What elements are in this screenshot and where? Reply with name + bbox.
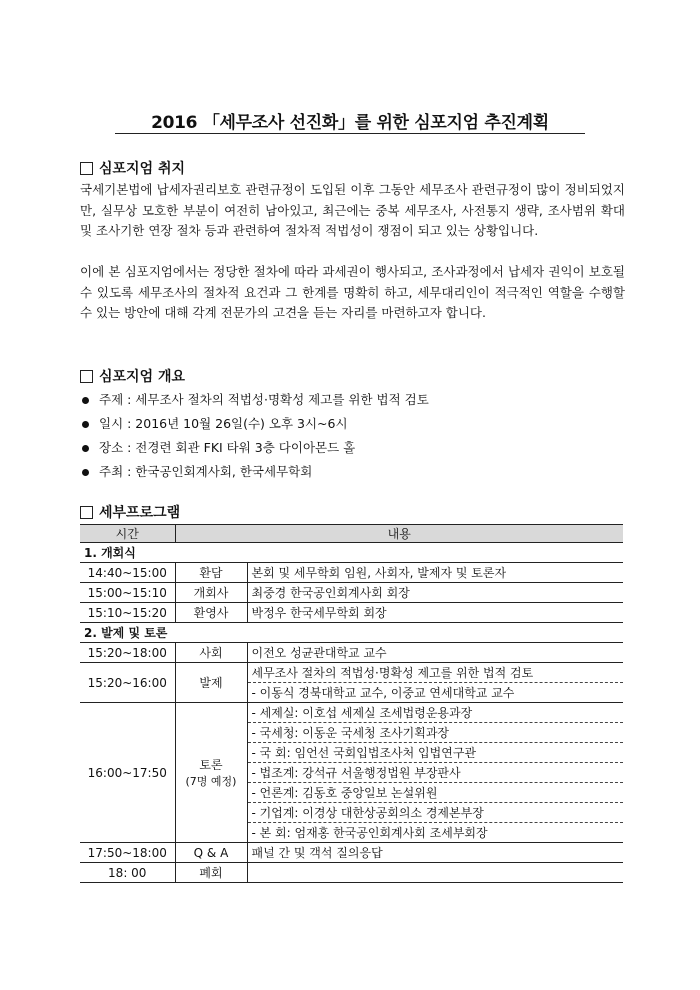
overview-heading-text: 심포지엄 개요 xyxy=(99,369,186,385)
section-row-presentation xyxy=(80,623,623,643)
panelist: - 본 회: 엄재홍 한국공인회계사회 조세부회장 xyxy=(247,823,623,843)
table-row xyxy=(80,863,623,883)
purpose-heading xyxy=(80,158,185,178)
overview-item-venue: 장소 : 전경련 회관 FKI 타워 3층 다이아몬드 홀 xyxy=(99,440,356,455)
row-time: 17:50~18:00 xyxy=(80,843,175,863)
list-item xyxy=(80,460,429,484)
section-label-presentation: 2. 발제 및 토론 xyxy=(80,623,623,643)
overview-list xyxy=(80,388,429,484)
overview-heading xyxy=(80,366,185,386)
list-item xyxy=(80,388,429,412)
table-row xyxy=(80,583,623,603)
row-content: 이전오 성균관대학교 교수 xyxy=(247,643,623,663)
row-role: 개회사 xyxy=(175,583,247,603)
purpose-heading-text: 심포지엄 취지 xyxy=(99,161,186,177)
panelist: - 세제실: 이호섭 세제실 조세법령운용과장 xyxy=(247,703,623,723)
bullet-dot-icon xyxy=(82,445,89,452)
table-row xyxy=(80,663,623,683)
row-content-presenters: - 이동식 경북대학교 교수, 이중교 연세대학교 교수 xyxy=(247,683,623,703)
panelist: - 기업계: 이경상 대한상공회의소 경제본부장 xyxy=(247,803,623,823)
table-row xyxy=(80,843,623,863)
table-header-row xyxy=(80,525,623,543)
row-time: 16:00~17:50 xyxy=(80,703,175,843)
row-role: 환담 xyxy=(175,563,247,583)
list-item xyxy=(80,412,429,436)
panelist: - 언론계: 김동호 중앙일보 논설위원 xyxy=(247,783,623,803)
section-row-opening xyxy=(80,543,623,563)
table-row xyxy=(80,643,623,663)
row-time: 15:00~15:10 xyxy=(80,583,175,603)
row-time: 15:20~18:00 xyxy=(80,643,175,663)
checkbox-square-icon xyxy=(80,370,93,383)
program-heading xyxy=(80,502,180,522)
document-title: 2016 「세무조사 선진화」를 위한 심포지엄 추진계획 xyxy=(151,113,549,133)
table-row xyxy=(80,703,623,723)
program-heading-text: 세부프로그램 xyxy=(99,505,181,521)
row-role: 환영사 xyxy=(175,603,247,623)
panelist: - 국세청: 이동운 국세청 조사기획과장 xyxy=(247,723,623,743)
overview-item-date: 일시 : 2016년 10월 26일(수) 오후 3시~6시 xyxy=(99,416,348,431)
panelist: - 법조계: 강석규 서울행정법원 부장판사 xyxy=(247,763,623,783)
overview-item-host: 주최 : 한국공인회계사회, 한국세무학회 xyxy=(99,464,313,479)
purpose-paragraph-1: 국세기본법에 납세자권리보호 관련규정이 도입된 이후 그동안 세무조사 관련규정이 많이 정비되었지만, 실무상 모호한 부분이 여전히 남아있고, 최근에는 중복 세무조사, 사전통지 생략, 조사범위 확대 및 조사기한 연장 절차 등과 관련하여 절차적 적법성이 쟁점이 되고 있는 상황입니다. xyxy=(80,182,625,238)
row-role: 사회 xyxy=(175,643,247,663)
row-role: 폐회 xyxy=(175,863,247,883)
title-underline xyxy=(115,133,585,134)
role-label: 토론 xyxy=(199,758,223,772)
table-row xyxy=(80,603,623,623)
bullet-dot-icon xyxy=(82,421,89,428)
row-content-topic: 세무조사 절차의 적법성·명확성 제고를 위한 법적 검토 xyxy=(247,663,623,683)
row-role: 발제 xyxy=(175,663,247,703)
row-content: 패널 간 및 객석 질의응답 xyxy=(247,843,623,863)
purpose-paragraph-2: 이에 본 심포지엄에서는 정당한 절차에 따라 과세권이 행사되고, 조사과정에서 납세자 권익이 보호될 수 있도록 세무조사의 절차적 요건과 그 한계를 명확히 하고, 세무대리인이 적극적인 역할을 수행할 수 있는 방안에 대해 각계 전문가의 고견을 듣는 자리를 마련하고자 합니다. xyxy=(80,264,625,320)
table-row xyxy=(80,563,623,583)
checkbox-square-icon xyxy=(80,162,93,175)
row-time: 14:40~15:00 xyxy=(80,563,175,583)
panelist: - 국 회: 임언선 국회입법조사처 입법연구관 xyxy=(247,743,623,763)
row-content: 본회 및 세무학회 임원, 사회자, 발제자 및 토론자 xyxy=(247,563,623,583)
bullet-dot-icon xyxy=(82,397,89,404)
section-label-opening: 1. 개회식 xyxy=(80,543,623,563)
row-time: 15:20~16:00 xyxy=(80,663,175,703)
header-content: 내용 xyxy=(175,525,623,543)
header-time: 시간 xyxy=(80,525,175,543)
role-sublabel: (7명 예정) xyxy=(185,775,237,788)
bullet-dot-icon xyxy=(82,469,89,476)
row-role xyxy=(175,703,247,843)
row-content: 박정우 한국세무학회 회장 xyxy=(247,603,623,623)
list-item xyxy=(80,436,429,460)
row-time: 18: 00 xyxy=(80,863,175,883)
program-table xyxy=(80,524,623,883)
row-content xyxy=(247,863,623,883)
row-role: Q & A xyxy=(175,843,247,863)
row-time: 15:10~15:20 xyxy=(80,603,175,623)
overview-item-topic: 주제 : 세무조사 절차의 적법성·명확성 제고를 위한 법적 검토 xyxy=(99,392,429,407)
checkbox-square-icon xyxy=(80,506,93,519)
row-content: 최중경 한국공인회계사회 회장 xyxy=(247,583,623,603)
